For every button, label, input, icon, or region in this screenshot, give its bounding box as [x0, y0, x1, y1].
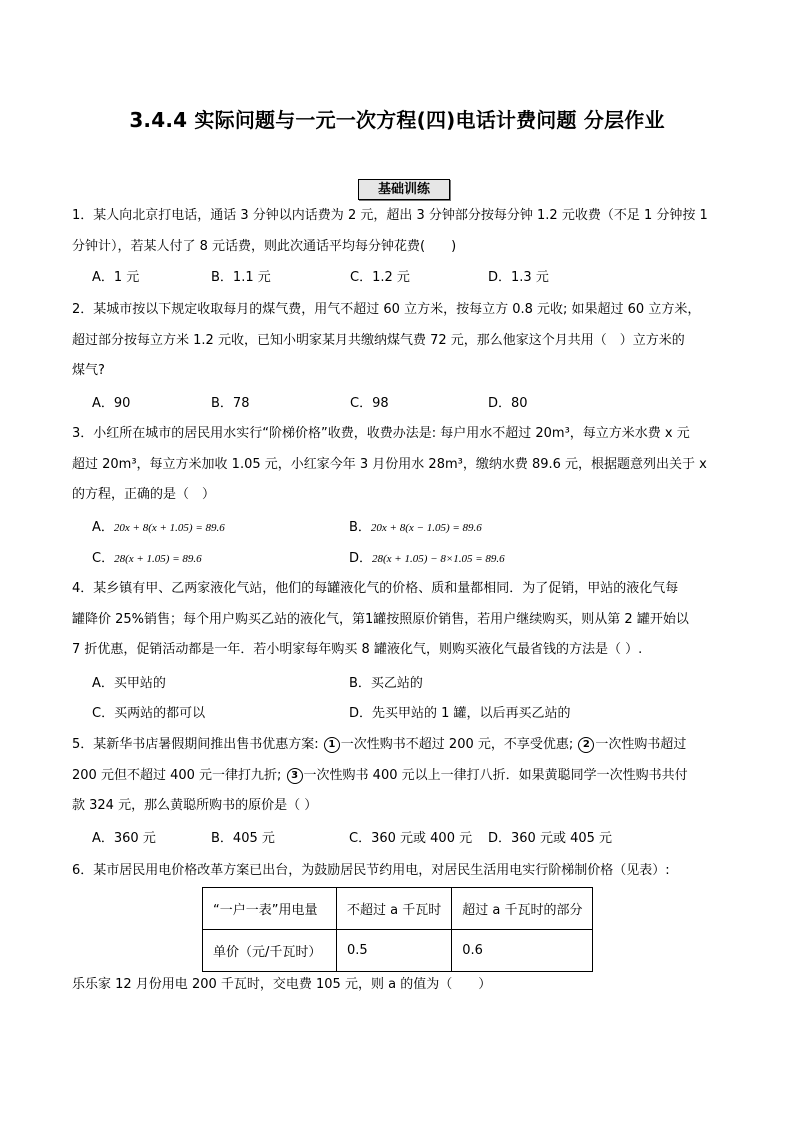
- question-1-line-2: 分钟计），若某人付了 8 元话费，则此次通话平均每分钟花费( ): [72, 239, 457, 254]
- question-6-line-2: 乐乐家 12 月份用电 200 千瓦时，交电费 105 元，则 a 的值为（ ）: [72, 977, 492, 992]
- question-4-option-c: C．买两站的都可以: [92, 706, 206, 721]
- table-cell: 0.6: [452, 930, 593, 972]
- question-4-option-a: A．买甲站的: [92, 676, 166, 691]
- question-2-line-2: 超过部分按每立方米 1.2 元收，已知小明家某月共缴纳煤气费 72 元，那么他家这个月共用（ ）立方米的: [72, 333, 685, 348]
- question-2-line-3: 煤气?: [72, 363, 105, 378]
- equation: 28(x + 1.05) − 8×1.05 = 89.6: [372, 553, 505, 565]
- option-label: B．: [349, 520, 371, 535]
- question-3-line-3: 的方程，正确的是（ ）: [72, 487, 216, 502]
- table-cell: 单价（元/千瓦时）: [203, 930, 337, 972]
- question-5-option-b: B．405 元: [211, 831, 275, 846]
- question-5-line-3: 款 324 元，那么黄聪所购书的原价是（ ）: [72, 798, 318, 813]
- question-6-line-1: 6．某市居民用电价格改革方案已出台，为鼓励居民节约用电，对居民生活用电实行阶梯制价格（见表）:: [72, 863, 670, 878]
- question-1-option-b: B．1.1 元: [211, 270, 271, 285]
- question-3-line-1: 3．小红所在城市的居民用水实行“阶梯价格”收费，收费办法是: 每户用水不超过 20m³，每立方米水费 x 元: [72, 426, 690, 441]
- question-3-option-d: [349, 550, 505, 568]
- table-cell: 0.5: [337, 930, 452, 972]
- question-4-option-d: D．先买甲站的 1 罐，以后再买乙站的: [349, 706, 571, 721]
- question-5-option-c: C．360 元或 400 元: [349, 831, 473, 846]
- question-3-line-2: 超过 20m³，每立方米加收 1.05 元，小红家今年 3 月份用水 28m³，缴纳水费 89.6 元，根据题意列出关于 x: [72, 457, 707, 472]
- circled-number-2: 2: [578, 737, 594, 753]
- text-segment: 200 元但不超过 400 元一律打九折;: [72, 768, 286, 783]
- text-segment: 一次性购书不超过 200 元，不享受优惠;: [340, 737, 578, 752]
- section-heading: 基础训练: [358, 179, 450, 200]
- question-4-line-2: 罐降价 25%销售；每个用户购买乙站的液化气，第1罐按照原价销售，若用户继续购买，则从第 2 罐开始以: [72, 612, 689, 627]
- option-label: C．: [92, 551, 115, 566]
- table-header-cell: “一户一表”用电量: [203, 888, 337, 930]
- question-1-option-d: D．1.3 元: [488, 270, 549, 285]
- question-5-option-a: A．360 元: [92, 831, 156, 846]
- equation: 28(x + 1.05) = 89.6: [114, 553, 202, 565]
- question-1-line-1: 1．某人向北京打电话，通话 3 分钟以内话费为 2 元，超出 3 分钟部分按每分钟 1.2 元收费（不足 1 分钟按 1: [72, 208, 708, 223]
- question-4-line-3: 7 折优惠，促销活动都是一年．若小明家每年购买 8 罐液化气，则购买液化气最省钱的方法是（ ）.: [72, 642, 643, 657]
- price-table: [202, 887, 593, 972]
- equation: 20x + 8(x − 1.05) = 89.6: [370, 522, 482, 534]
- question-5-line-1: [72, 736, 732, 754]
- question-5-line-2: [72, 767, 732, 785]
- question-2-option-c: C．98: [350, 396, 389, 411]
- text-segment: 一次性购书超过: [595, 737, 687, 752]
- table-row: [203, 888, 593, 930]
- question-2-line-1: 2．某城市按以下规定收取每月的煤气费，用气不超过 60 立方米，按每立方 0.8 元收; 如果超过 60 立方米，: [72, 302, 701, 317]
- question-2-option-d: D．80: [488, 396, 528, 411]
- question-2-option-a: A．90: [92, 396, 131, 411]
- question-1-option-a: A．1 元: [92, 270, 140, 285]
- question-2-option-b: B．78: [211, 396, 250, 411]
- question-1-option-c: C．1.2 元: [350, 270, 410, 285]
- equation: 20x + 8(x + 1.05) = 89.6: [113, 522, 225, 534]
- question-3-option-b: [349, 519, 482, 537]
- option-label: A．: [92, 520, 114, 535]
- text-segment: 5．某新华书店暑假期间推出售书优惠方案:: [72, 737, 323, 752]
- circled-number-3: 3: [287, 768, 303, 784]
- question-5-option-d: D．360 元或 405 元: [488, 831, 613, 846]
- page-title: 3.4.4 实际问题与一元一次方程(四)电话计费问题 分层作业: [129, 108, 665, 132]
- question-4-line-1: 4．某乡镇有甲、乙两家液化气站，他们的每罐液化气的价格、质和量都相同．为了促销，甲站的液化气每: [72, 581, 679, 596]
- question-3-option-a: [92, 519, 225, 537]
- question-4-option-b: B．买乙站的: [349, 676, 423, 691]
- question-3-option-c: [92, 550, 202, 568]
- table-header-cell: 超过 a 千瓦时的部分: [452, 888, 593, 930]
- table-row: [203, 930, 593, 972]
- table-header-cell: 不超过 a 千瓦时: [337, 888, 452, 930]
- option-label: D．: [349, 551, 373, 566]
- circled-number-1: 1: [324, 737, 340, 753]
- text-segment: 一次性购书 400 元以上一律打八折．如果黄聪同学一次性购书共付: [303, 768, 688, 783]
